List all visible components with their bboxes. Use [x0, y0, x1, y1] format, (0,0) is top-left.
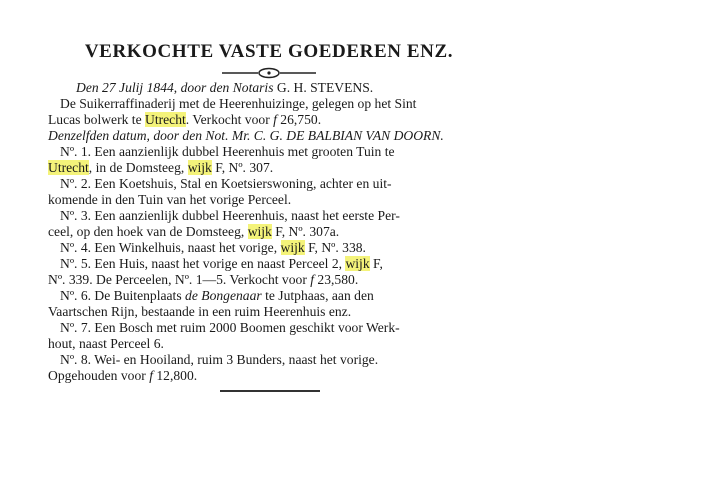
text-run: Nº. 1. Een aanzienlijk dubbel Heerenhuis met grooten Tuin te: [60, 144, 395, 159]
text-line: [48, 224, 339, 240]
text-run: , in de Domsteeg,: [88, 160, 188, 175]
highlighted-term: Utrecht: [145, 112, 186, 127]
text-line: [76, 80, 373, 96]
text-run: G. H. STEVENS.: [273, 80, 374, 95]
text-run: f: [273, 112, 277, 127]
text-run: Denzelfden datum, door den Not. Mr. C. G. DE BALBIAN VAN DOORN.: [48, 128, 444, 143]
text-line: [48, 304, 351, 320]
text-run: f: [149, 368, 153, 383]
text-line: [60, 288, 374, 304]
text-run: F,: [369, 256, 383, 271]
highlighted-term: wijk: [247, 224, 272, 239]
text-run: door den Notaris: [180, 80, 274, 95]
text-run: de Bongenaar: [185, 288, 262, 303]
text-line: [48, 336, 164, 352]
text-run: Den 27 Julij 1844: [76, 80, 174, 95]
text-run: F, Nº. 307a.: [271, 224, 340, 239]
text-run: Lucas bolwerk te: [48, 112, 146, 127]
text-run: F, Nº. 307.: [211, 160, 274, 175]
text-line: [60, 208, 400, 224]
highlighted-term: Utrecht: [48, 160, 89, 175]
text-run: . Verkocht voor: [185, 112, 274, 127]
text-line: [48, 272, 358, 288]
text-line: [48, 160, 273, 176]
text-run: Nº. 7. Een Bosch met ruim 2000 Boomen geschikt voor Werk-: [60, 320, 400, 335]
text-run: ,: [173, 80, 181, 95]
text-run: 26,750.: [276, 112, 322, 127]
highlighted-term: wijk: [345, 256, 370, 271]
text-run: te Jutphaas, aan den: [261, 288, 374, 303]
text-run: f: [310, 272, 315, 287]
text-run: hout, naast Perceel 6.: [48, 336, 164, 351]
text-line: [48, 368, 197, 384]
text-run: komende in den Tuin van het vorige Perceel.: [48, 192, 292, 207]
text-run: De Suikerraffinaderij met de Heerenhuizinge, gelegen op het Sint: [60, 96, 417, 111]
text-run: Vaartschen Rijn, bestaande in een ruim Heerenhuis enz.: [48, 304, 352, 319]
ornament-divider: [220, 67, 318, 79]
text-line: [48, 112, 321, 128]
text-line: [60, 240, 366, 256]
text-run: Nº. 2. Een Koetshuis, Stal en Koetsierswoning, achter en uit-: [60, 176, 392, 191]
section-heading: VERKOCHTE VASTE GOEDEREN ENZ.: [84, 41, 454, 62]
text-run: F, Nº. 338.: [304, 240, 366, 255]
text-line: [60, 176, 392, 192]
text-line: [60, 144, 395, 160]
text-run: Opgehouden voor: [48, 368, 150, 383]
text-line: [60, 352, 378, 368]
text-line: [60, 96, 416, 112]
text-line: [60, 320, 400, 336]
closing-rule: [220, 390, 320, 392]
text-line: [48, 192, 291, 208]
text-run: Nº. 4. Een Winkelhuis, naast het vorige,: [60, 240, 281, 255]
highlighted-term: wijk: [187, 160, 212, 175]
text-run: Nº. 5. Een Huis, naast het vorige en naast Perceel 2,: [60, 256, 346, 271]
text-run: 23,580.: [314, 272, 359, 287]
text-run: ceel, op den hoek van de Domsteeg,: [48, 224, 248, 239]
text-line: [48, 128, 444, 144]
text-run: 12,800.: [152, 368, 198, 383]
highlighted-term: wijk: [280, 240, 305, 255]
text-run: Nº. 339. De Perceelen, Nº. 1—5. Verkocht voor: [48, 272, 311, 287]
text-run: Nº. 6. De Buitenplaats: [60, 288, 186, 303]
text-line: [60, 256, 383, 272]
text-run: Nº. 8. Wei- en Hooiland, ruim 3 Bunders, naast het vorige.: [60, 352, 379, 367]
text-run: Nº. 3. Een aanzienlijk dubbel Heerenhuis, naast het eerste Per-: [60, 208, 400, 223]
